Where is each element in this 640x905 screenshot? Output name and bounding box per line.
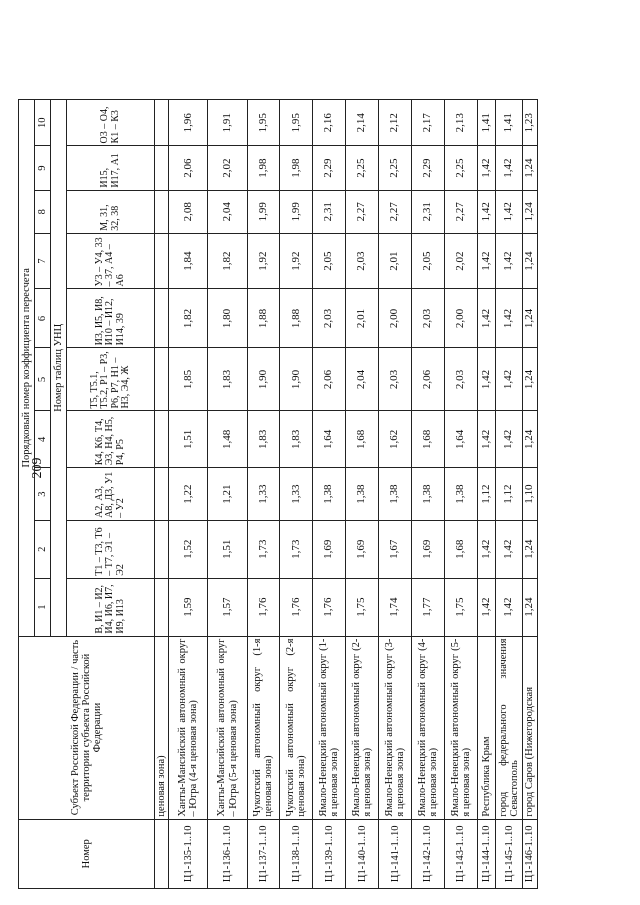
table-body xyxy=(155,100,538,889)
coef-value-1: 1,42 xyxy=(477,578,496,636)
coef-value-9: 2,25 xyxy=(379,146,412,190)
coef-value-7: 2,05 xyxy=(411,233,444,289)
coef-value-7: 2,03 xyxy=(346,233,379,289)
row-subject: Чукотский автономный округ (1-я ценовая зона) xyxy=(247,636,280,819)
coef-value-1: 1,76 xyxy=(247,578,280,636)
coef-value-6: 1,88 xyxy=(247,289,280,348)
coef-value-3: 1,33 xyxy=(280,468,313,521)
coef-index-9: 9 xyxy=(35,146,51,190)
header-coef-group: Порядковый номер коэффициента пересчета xyxy=(19,100,35,637)
coef-value-5: 1,85 xyxy=(169,348,208,411)
coef-value-5: 1,90 xyxy=(247,348,280,411)
coef-value-3: 1,38 xyxy=(444,468,477,521)
coef-value-1: 1,76 xyxy=(313,578,346,636)
coef-value-4: 1,68 xyxy=(411,411,444,468)
coef-value-3: 1,33 xyxy=(247,468,280,521)
coef-value-3: 1,10 xyxy=(522,468,537,521)
row-subject: Республика Крым xyxy=(477,636,496,819)
header-unc-tables: Номер таблиц УНЦ xyxy=(51,100,67,637)
coef-value-8: 1,42 xyxy=(496,190,523,233)
row-subject: Ханты-Мансийский автономный округ – Югра (5-я ценовая зона) xyxy=(208,636,247,819)
coef-value-9: 2,02 xyxy=(208,146,247,190)
coef-value-7: 1,82 xyxy=(208,233,247,289)
row-number: Ц1-145-1..10 xyxy=(496,819,523,888)
coef-value-7: 1,24 xyxy=(522,233,537,289)
coef-value-6: 1,24 xyxy=(522,289,537,348)
coef-value-10: 2,16 xyxy=(313,100,346,146)
page-number: 209 xyxy=(30,457,45,479)
coef-value-6: 1,80 xyxy=(208,289,247,348)
coef-index-6: 6 xyxy=(35,289,51,348)
coef-value-8: 2,08 xyxy=(169,190,208,233)
row-subject: Ямало-Ненецкий автономный округ (4-я ценовая зона) xyxy=(411,636,444,819)
coef-value-5: 1,42 xyxy=(496,348,523,411)
coef-value-4: 1,42 xyxy=(477,411,496,468)
coef-value-10: 2,13 xyxy=(444,100,477,146)
coef-value-2: 1,69 xyxy=(411,520,444,578)
coef-value-1: 1,76 xyxy=(280,578,313,636)
row-subject: Ямало-Ненецкий автономный округ (2-я ценовая зона) xyxy=(346,636,379,819)
coef-value-1: 1,75 xyxy=(444,578,477,636)
coef-value-7: 1,92 xyxy=(280,233,313,289)
coef-value-2: 1,73 xyxy=(247,520,280,578)
table-header xyxy=(19,100,155,889)
coef-value-5: 2,04 xyxy=(346,348,379,411)
coef-value-3: 1,38 xyxy=(379,468,412,521)
row-number: Ц1-138-1..10 xyxy=(280,819,313,888)
fragment-subject-cell: ценовая зона) xyxy=(155,636,169,819)
row-number: Ц1-136-1..10 xyxy=(208,819,247,888)
coef-value-10: 1,41 xyxy=(496,100,523,146)
coef-value-6: 2,01 xyxy=(346,289,379,348)
coefficient-table xyxy=(18,99,538,889)
coef-value-7: 1,42 xyxy=(477,233,496,289)
unc-code-6: И3, И5, И8, И10 – И12, И14, 39 xyxy=(67,289,155,348)
table-row xyxy=(280,100,313,889)
coef-value-3: 1,21 xyxy=(208,468,247,521)
coef-value-8: 2,31 xyxy=(411,190,444,233)
row-number: Ц1-140-1..10 xyxy=(346,819,379,888)
table-row xyxy=(208,100,247,889)
coef-value-2: 1,69 xyxy=(313,520,346,578)
coef-value-10: 1,96 xyxy=(169,100,208,146)
row-subject: Ямало-Ненецкий автономный округ (3-я ценовая зона) xyxy=(379,636,412,819)
row-number: Ц1-137-1..10 xyxy=(247,819,280,888)
table-row xyxy=(313,100,346,889)
coef-value-3: 1,12 xyxy=(477,468,496,521)
coef-index-3: 3 xyxy=(35,468,51,521)
coef-value-9: 1,98 xyxy=(280,146,313,190)
table-row xyxy=(346,100,379,889)
coef-index-8: 8 xyxy=(35,190,51,233)
coef-value-4: 1,42 xyxy=(496,411,523,468)
coef-value-5: 2,03 xyxy=(444,348,477,411)
coef-value-8: 1,42 xyxy=(477,190,496,233)
coef-value-10: 1,95 xyxy=(280,100,313,146)
row-number: Ц1-141-1..10 xyxy=(379,819,412,888)
coef-value-8: 1,24 xyxy=(522,190,537,233)
coef-value-6: 2,00 xyxy=(379,289,412,348)
coef-value-2: 1,73 xyxy=(280,520,313,578)
row-number: Ц1-142-1..10 xyxy=(411,819,444,888)
coef-value-4: 1,24 xyxy=(522,411,537,468)
coef-value-6: 1,88 xyxy=(280,289,313,348)
coef-value-3: 1,38 xyxy=(313,468,346,521)
coef-value-4: 1,51 xyxy=(169,411,208,468)
table-row xyxy=(477,100,496,889)
table-row xyxy=(522,100,537,889)
coef-value-1: 1,75 xyxy=(346,578,379,636)
coef-value-9: 2,06 xyxy=(169,146,208,190)
coef-value-9: 2,29 xyxy=(411,146,444,190)
unc-code-9: И15, И17, А1 xyxy=(67,146,155,190)
coef-value-2: 1,42 xyxy=(477,520,496,578)
coef-index-4: 4 xyxy=(35,411,51,468)
coef-value-5: 1,90 xyxy=(280,348,313,411)
coef-value-8: 1,99 xyxy=(280,190,313,233)
coef-value-6: 1,42 xyxy=(477,289,496,348)
table-row-fragment xyxy=(155,100,169,889)
coef-value-1: 1,42 xyxy=(496,578,523,636)
coef-value-1: 1,74 xyxy=(379,578,412,636)
coef-value-5: 1,24 xyxy=(522,348,537,411)
coef-value-4: 1,83 xyxy=(280,411,313,468)
row-subject: Ханты-Мансийский автономный округ – Югра (4-я ценовая зона) xyxy=(169,636,208,819)
unc-code-5: Т5, Т5.1, Т5.2, Р1 – Р3, Р6, Р7, Н1 – Н3, Э4, Ж xyxy=(67,348,155,411)
header-subject: Субъект Российской Федерации / часть территории субъекта Российской Федерации xyxy=(19,636,155,819)
coef-index-1: 1 xyxy=(35,578,51,636)
unc-code-1: В, И1 – И2, И4, И6, И7, И9, И13 xyxy=(67,578,155,636)
header-number: Номер xyxy=(19,819,155,888)
coef-value-7: 1,42 xyxy=(496,233,523,289)
coef-value-9: 1,24 xyxy=(522,146,537,190)
coef-value-4: 1,64 xyxy=(313,411,346,468)
coef-value-9: 2,25 xyxy=(444,146,477,190)
table-row xyxy=(444,100,477,889)
coef-value-8: 2,27 xyxy=(379,190,412,233)
coef-value-7: 2,05 xyxy=(313,233,346,289)
unc-code-4: К4, К6, Т4, Э3, Н4, Н5, Р4, Р5 xyxy=(67,411,155,468)
coef-value-4: 1,68 xyxy=(346,411,379,468)
coef-value-2: 1,42 xyxy=(496,520,523,578)
coef-value-9: 2,25 xyxy=(346,146,379,190)
coef-value-10: 2,14 xyxy=(346,100,379,146)
coef-value-9: 1,98 xyxy=(247,146,280,190)
table-row xyxy=(379,100,412,889)
row-subject: город федерального значения Севастополь xyxy=(496,636,523,819)
coef-value-1: 1,59 xyxy=(169,578,208,636)
coef-value-6: 1,42 xyxy=(496,289,523,348)
unc-code-8: М, 31, 32, 38 xyxy=(67,190,155,233)
coef-value-10: 1,91 xyxy=(208,100,247,146)
row-subject: Ямало-Ненецкий автономный округ (1-я ценовая зона) xyxy=(313,636,346,819)
row-subject: город Саров (Нижегородская xyxy=(522,636,537,819)
coef-value-8: 1,99 xyxy=(247,190,280,233)
table-row xyxy=(411,100,444,889)
coef-value-9: 1,42 xyxy=(477,146,496,190)
row-subject: Ямало-Ненецкий автономный округ (5-я ценовая зона) xyxy=(444,636,477,819)
coef-value-10: 1,95 xyxy=(247,100,280,146)
coef-value-6: 2,00 xyxy=(444,289,477,348)
coef-value-9: 2,29 xyxy=(313,146,346,190)
coef-value-5: 1,83 xyxy=(208,348,247,411)
coef-value-4: 1,62 xyxy=(379,411,412,468)
row-subject: Чукотский автономный округ (2-я ценовая зона) xyxy=(280,636,313,819)
coef-value-3: 1,38 xyxy=(346,468,379,521)
coef-value-8: 2,27 xyxy=(346,190,379,233)
coefficient-table-rotated xyxy=(18,99,538,889)
coef-value-7: 2,02 xyxy=(444,233,477,289)
coef-value-5: 1,42 xyxy=(477,348,496,411)
row-number: Ц1-144-1..10 xyxy=(477,819,496,888)
coef-value-3: 1,12 xyxy=(496,468,523,521)
coef-value-3: 1,38 xyxy=(411,468,444,521)
unc-code-7: У3 – У4, 33 – 37, А4 – А6 xyxy=(67,233,155,289)
coef-value-7: 1,92 xyxy=(247,233,280,289)
coef-value-8: 2,27 xyxy=(444,190,477,233)
coef-index-7: 7 xyxy=(35,233,51,289)
row-number: Ц1-143-1..10 xyxy=(444,819,477,888)
coef-value-5: 2,06 xyxy=(411,348,444,411)
coef-value-7: 1,84 xyxy=(169,233,208,289)
coef-value-1: 1,57 xyxy=(208,578,247,636)
unc-code-3: А2, А3, А8, Д3, У1 – У2 xyxy=(67,468,155,521)
coef-value-2: 1,52 xyxy=(169,520,208,578)
table-row xyxy=(247,100,280,889)
coef-value-6: 2,03 xyxy=(313,289,346,348)
coef-value-6: 1,82 xyxy=(169,289,208,348)
row-number: Ц1-135-1..10 xyxy=(169,819,208,888)
table-row xyxy=(169,100,208,889)
fragment-number-cell xyxy=(155,819,169,888)
coef-value-8: 2,04 xyxy=(208,190,247,233)
coef-value-4: 1,48 xyxy=(208,411,247,468)
coef-value-5: 2,03 xyxy=(379,348,412,411)
unc-code-2: Т1 – Т3, Т6 – Т7, Э1 – Э2 xyxy=(67,520,155,578)
row-number: Ц1-139-1..10 xyxy=(313,819,346,888)
coef-value-2: 1,67 xyxy=(379,520,412,578)
coef-value-1: 1,24 xyxy=(522,578,537,636)
coef-index-10: 10 xyxy=(35,100,51,146)
coef-value-9: 1,42 xyxy=(496,146,523,190)
coef-value-6: 2,03 xyxy=(411,289,444,348)
coef-value-5: 2,06 xyxy=(313,348,346,411)
unc-code-10: О3 – О4, К1 – К3 xyxy=(67,100,155,146)
coef-value-2: 1,68 xyxy=(444,520,477,578)
coef-value-10: 2,12 xyxy=(379,100,412,146)
coef-index-5: 5 xyxy=(35,348,51,411)
coef-value-3: 1,22 xyxy=(169,468,208,521)
coef-value-10: 1,23 xyxy=(522,100,537,146)
coef-value-10: 1,41 xyxy=(477,100,496,146)
coef-value-8: 2,31 xyxy=(313,190,346,233)
coef-value-10: 2,17 xyxy=(411,100,444,146)
row-number: Ц1-146-1..10 xyxy=(522,819,537,888)
coef-value-4: 1,64 xyxy=(444,411,477,468)
table-row xyxy=(496,100,523,889)
coef-value-7: 2,01 xyxy=(379,233,412,289)
coef-value-1: 1,77 xyxy=(411,578,444,636)
coef-value-2: 1,51 xyxy=(208,520,247,578)
coef-index-2: 2 xyxy=(35,520,51,578)
coef-value-4: 1,83 xyxy=(247,411,280,468)
coef-value-2: 1,24 xyxy=(522,520,537,578)
coef-value-2: 1,69 xyxy=(346,520,379,578)
